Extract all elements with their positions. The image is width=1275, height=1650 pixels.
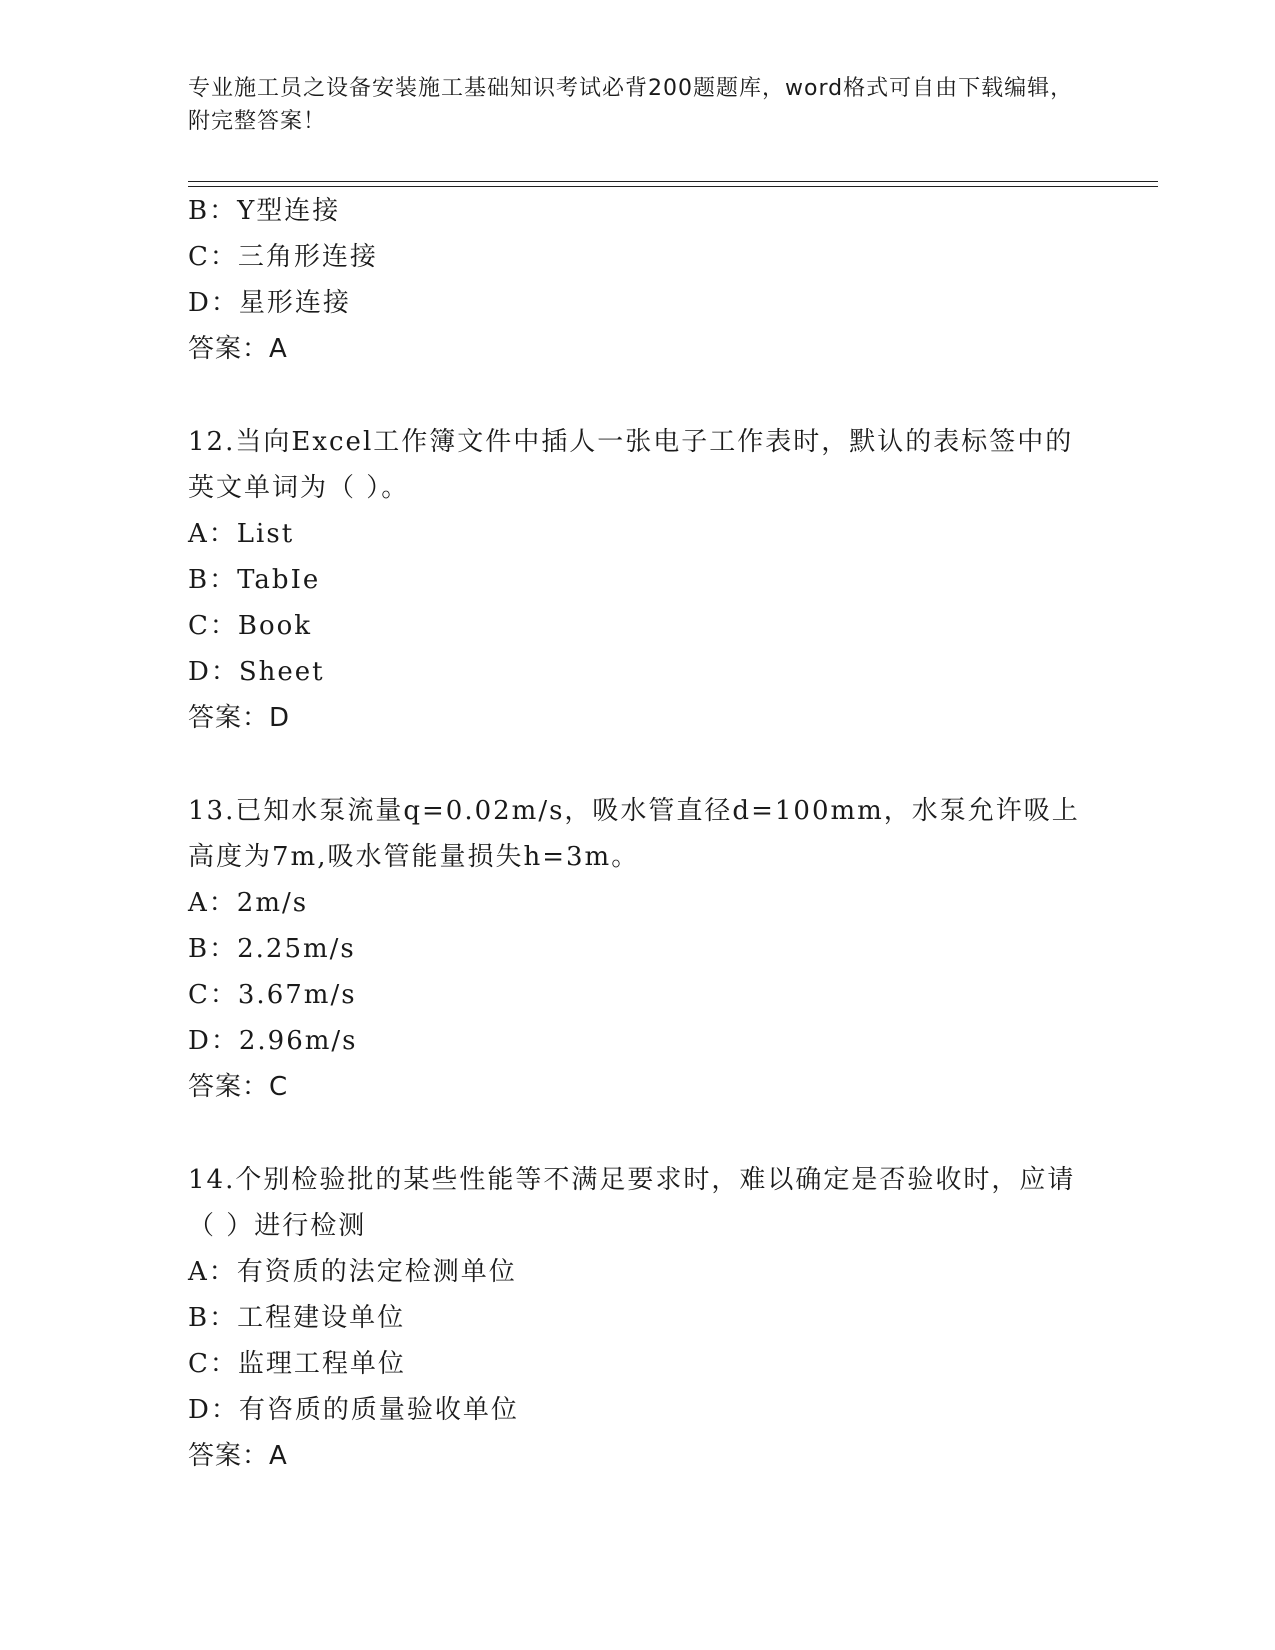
question-12 bbox=[188, 419, 1088, 741]
option-c: C：三角形连接 bbox=[188, 242, 378, 272]
option-b: B：TabIe bbox=[188, 565, 321, 595]
question-text: 14.个别检验批的某些性能等不满足要求时，难以确定是否验收时，应请（ ）进行检测 bbox=[188, 1165, 1076, 1241]
page-header: 专业施工员之设备安装施工基础知识考试必背200题题库，word格式可自由下载编辑，附完整答案！ bbox=[188, 76, 1074, 134]
option-c: C：监理工程单位 bbox=[188, 1349, 406, 1379]
question-list bbox=[188, 188, 1088, 1479]
header-divider-top bbox=[188, 181, 1158, 182]
option-a: A：List bbox=[188, 519, 295, 549]
option-c: C：3.67m/s bbox=[188, 980, 357, 1010]
header-divider-bottom bbox=[188, 186, 1158, 187]
option-d: D：星形连接 bbox=[188, 288, 351, 318]
question-14 bbox=[188, 1157, 1088, 1479]
prev-question-tail bbox=[188, 188, 1088, 372]
option-b: B：2.25m/s bbox=[188, 934, 356, 964]
question-text: 13.已知水泵流量q=0.02m/s，吸水管直径d=100mm，水泵允许吸上高度为7m,吸水管能量损失h=3m。 bbox=[188, 796, 1080, 872]
option-a: A：有资质的法定检测单位 bbox=[188, 1257, 517, 1287]
option-d: D：2.96m/s bbox=[188, 1026, 358, 1056]
question-13 bbox=[188, 788, 1088, 1110]
answer-line: 答案：A bbox=[188, 1441, 288, 1471]
option-b: B：Y型连接 bbox=[188, 196, 341, 226]
option-b: B：工程建设单位 bbox=[188, 1303, 406, 1333]
question-text: 12.当向Excel工作簿文件中插人一张电子工作表时，默认的表标签中的英文单词为（ ）。 bbox=[188, 427, 1074, 503]
answer-line: 答案：C bbox=[188, 1072, 289, 1102]
answer-line: 答案：A bbox=[188, 334, 288, 364]
option-c: C：Book bbox=[188, 611, 313, 641]
option-d: D：有咨质的质量验收单位 bbox=[188, 1395, 519, 1425]
option-d: D：Sheet bbox=[188, 657, 325, 687]
answer-line: 答案：D bbox=[188, 703, 291, 733]
option-a: A：2m/s bbox=[188, 888, 309, 918]
